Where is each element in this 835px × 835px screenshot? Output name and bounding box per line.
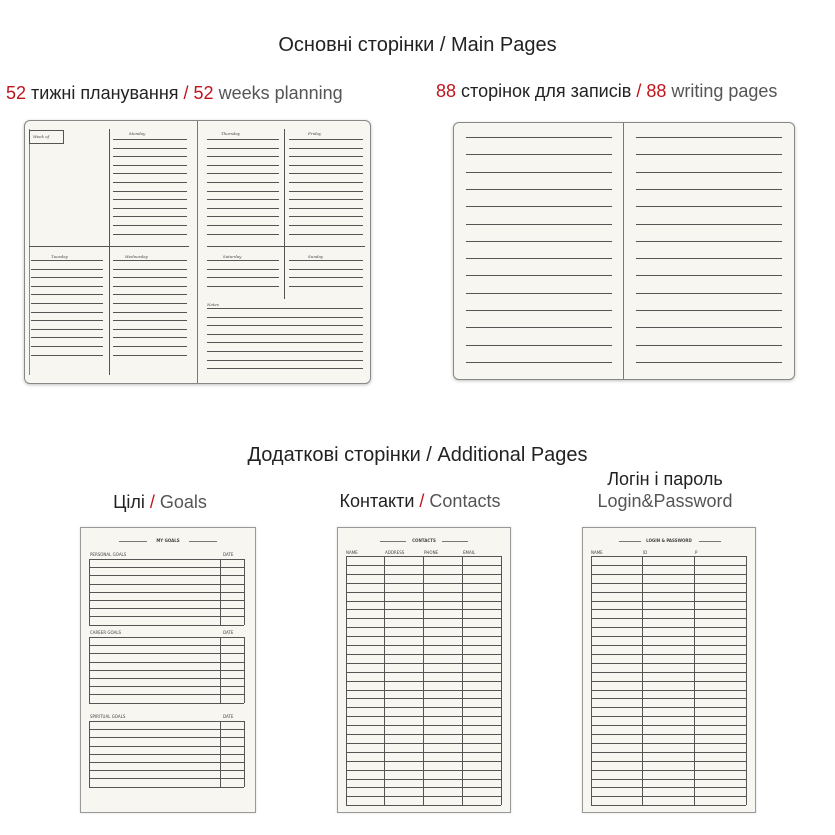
main-pages-title: Основні сторінки / Main Pages <box>278 34 557 56</box>
contacts-row-line <box>346 698 501 699</box>
ruled-line <box>31 346 103 347</box>
tuesday-label: Tuesday <box>51 254 68 259</box>
login-caption-en: Login&Password <box>597 491 733 511</box>
goal-row-line <box>89 592 244 593</box>
login-row-line <box>591 743 746 744</box>
slash: / <box>636 81 642 101</box>
contacts-row-line <box>346 663 501 664</box>
ruled-line <box>636 206 782 207</box>
ruled-line <box>207 234 279 235</box>
ruled-line <box>207 182 279 183</box>
ruled-line <box>31 286 103 287</box>
login-col-p: P <box>695 550 698 555</box>
login-row-line <box>591 654 746 655</box>
login-row-line <box>591 609 746 610</box>
contacts-row-line <box>346 779 501 780</box>
goal-grid-right <box>244 559 245 625</box>
goal-row-line <box>89 625 244 626</box>
goal-section-label: CAREER GOALS <box>90 630 122 635</box>
ruled-line <box>113 303 187 304</box>
goals-en: Goals <box>159 492 207 512</box>
goal-row-line <box>89 670 244 671</box>
contacts-row-line <box>346 654 501 655</box>
ruled-line <box>31 303 103 304</box>
contacts-row-line <box>346 618 501 619</box>
weekly-count: 52 <box>6 83 27 103</box>
goal-row-line <box>89 737 244 738</box>
title-rule-left <box>380 541 406 542</box>
goal-row-line <box>89 608 244 609</box>
ruled-line <box>207 308 363 309</box>
ruled-line <box>113 346 187 347</box>
goal-row-line <box>89 686 244 687</box>
ruled-line <box>31 294 103 295</box>
login-row-line <box>591 574 746 575</box>
goal-row-line <box>89 754 244 755</box>
slash: / <box>414 491 430 511</box>
ruled-line <box>466 293 612 294</box>
ruled-line <box>289 208 363 209</box>
ruled-line <box>636 258 782 259</box>
ruled-line <box>207 191 279 192</box>
goals-page-title: MY GOALS <box>156 538 180 543</box>
goal-row-line <box>89 584 244 585</box>
goal-row-line <box>89 645 244 646</box>
goal-row-line <box>89 600 244 601</box>
title-rule-right <box>699 541 721 542</box>
ruled-line <box>113 320 187 321</box>
ruled-line <box>466 275 612 276</box>
writing-count-en: 88 <box>641 81 667 101</box>
ruled-line <box>636 275 782 276</box>
ruled-line <box>207 199 279 200</box>
ruled-line <box>289 286 363 287</box>
ruled-line <box>113 312 187 313</box>
ruled-line <box>207 260 279 261</box>
ruled-line <box>207 325 363 326</box>
contacts-row-line <box>346 761 501 762</box>
ruled-line <box>113 277 187 278</box>
contacts-row-line <box>346 707 501 708</box>
ruled-line <box>207 360 363 361</box>
login-row-line <box>591 716 746 717</box>
right-page-mid <box>207 246 365 247</box>
ruled-line <box>289 148 363 149</box>
weekly-planning-caption <box>6 83 343 104</box>
ruled-line <box>636 362 782 363</box>
contacts-col-email: EMAIL <box>463 550 476 555</box>
ruled-line <box>466 154 612 155</box>
monday-label: Monday <box>129 131 146 136</box>
goal-row-line <box>89 653 244 654</box>
goal-row-line <box>89 559 244 560</box>
login-caption-ua: Логін і пароль <box>607 469 723 489</box>
ruled-line <box>207 148 279 149</box>
ruled-line <box>466 345 612 346</box>
ruled-line <box>289 269 363 270</box>
ruled-line <box>466 189 612 190</box>
login-row-line <box>591 796 746 797</box>
goal-row-line <box>89 678 244 679</box>
goal-row-line <box>89 616 244 617</box>
week-of-label: Week of <box>33 134 50 139</box>
login-row-line <box>591 618 746 619</box>
ruled-line <box>289 182 363 183</box>
goal-row-line <box>89 703 244 704</box>
login-row-line <box>591 583 746 584</box>
goal-row-line <box>89 567 244 568</box>
ruled-line <box>207 269 279 270</box>
writing-label-ua: сторінок для записів <box>456 81 637 101</box>
ruled-line <box>636 154 782 155</box>
goal-date-label: DATE <box>223 630 234 635</box>
login-row-line <box>591 761 746 762</box>
writing-label-en: writing pages <box>666 81 778 101</box>
contacts-row-line <box>346 743 501 744</box>
contacts-row-line <box>346 574 501 575</box>
spine <box>623 123 624 379</box>
title-rule-right <box>189 541 217 542</box>
ruled-line <box>113 173 187 174</box>
contacts-col-line <box>501 556 502 805</box>
contacts-col-address: ADDRESS <box>385 550 405 555</box>
weekly-label-en: weeks planning <box>213 83 343 103</box>
contacts-col-phone: PHONE <box>424 550 439 555</box>
login-row-line <box>591 556 746 557</box>
goal-row-line <box>89 721 244 722</box>
goal-row-line <box>89 787 244 788</box>
ruled-line <box>113 286 187 287</box>
ruled-line <box>466 224 612 225</box>
ruled-line <box>636 137 782 138</box>
ruled-line <box>636 345 782 346</box>
ruled-line <box>31 337 103 338</box>
ruled-line <box>113 355 187 356</box>
ruled-line <box>113 208 187 209</box>
ruled-line <box>289 199 363 200</box>
ruled-line <box>289 234 363 235</box>
ruled-line <box>207 208 279 209</box>
login-row-line <box>591 752 746 753</box>
ruled-line <box>207 317 363 318</box>
writing-pages-caption <box>436 81 777 102</box>
ruled-line <box>636 327 782 328</box>
login-row-line <box>591 698 746 699</box>
ruled-line <box>289 260 363 261</box>
contacts-row-line <box>346 716 501 717</box>
goals-ua: Цілі <box>113 492 145 512</box>
contacts-page <box>337 527 511 813</box>
slash: / <box>183 83 189 103</box>
login-row-line <box>591 734 746 735</box>
ruled-line <box>207 342 363 343</box>
login-row-line <box>591 636 746 637</box>
ruled-line <box>636 224 782 225</box>
login-row-line <box>591 672 746 673</box>
ruled-line <box>466 172 612 173</box>
additional-pages-title: Додаткові сторінки / Additional Pages <box>247 444 588 466</box>
ruled-line <box>113 329 187 330</box>
ruled-line <box>113 216 187 217</box>
writing-count: 88 <box>436 81 457 101</box>
right-col-divider-top <box>284 129 285 299</box>
ruled-line <box>207 351 363 352</box>
goal-row-line <box>89 575 244 576</box>
ruled-line <box>113 148 187 149</box>
ruled-line <box>466 310 612 311</box>
writing-pages-spread <box>453 122 795 380</box>
title-rule-left <box>619 541 641 542</box>
ruled-line <box>31 355 103 356</box>
ruled-line <box>207 277 279 278</box>
weekly-label-ua: тижні планування <box>26 83 184 103</box>
ruled-line <box>289 277 363 278</box>
thursday-label: Thursday <box>221 131 240 136</box>
ruled-line <box>113 139 187 140</box>
ruled-line <box>466 206 612 207</box>
contacts-caption <box>320 491 520 512</box>
ruled-line <box>466 137 612 138</box>
saturday-label: Saturday <box>223 254 242 259</box>
login-row-line <box>591 601 746 602</box>
ruled-line <box>207 216 279 217</box>
ruled-line <box>636 241 782 242</box>
login-row-line <box>591 627 746 628</box>
ruled-line <box>289 216 363 217</box>
contacts-row-line <box>346 787 501 788</box>
goal-date-label: DATE <box>223 552 234 557</box>
ruled-line <box>207 286 279 287</box>
goal-date-label: DATE <box>223 714 234 719</box>
left-page-mid <box>29 246 189 247</box>
ruled-line <box>113 156 187 157</box>
ruled-line <box>289 173 363 174</box>
login-row-line <box>591 707 746 708</box>
ruled-line <box>113 260 187 261</box>
login-row-line <box>591 681 746 682</box>
contacts-row-line <box>346 636 501 637</box>
ruled-line <box>207 139 279 140</box>
weekly-planner-spread <box>24 120 371 384</box>
contacts-row-line <box>346 645 501 646</box>
ruled-line <box>113 165 187 166</box>
ruled-line <box>466 327 612 328</box>
contacts-row-line <box>346 752 501 753</box>
goal-row-line <box>89 778 244 779</box>
contacts-row-line <box>346 565 501 566</box>
contacts-row-line <box>346 672 501 673</box>
ruled-line <box>113 199 187 200</box>
ruled-line <box>31 277 103 278</box>
ruled-line <box>289 165 363 166</box>
ruled-line <box>289 139 363 140</box>
contacts-page-title: CONTACTS <box>412 538 436 543</box>
slash: / <box>144 492 160 512</box>
goal-section-label: PERSONAL GOALS <box>90 552 127 557</box>
left-page-divider <box>109 129 110 375</box>
login-row-line <box>591 787 746 788</box>
goal-row-line <box>89 694 244 695</box>
title-rule-left <box>119 541 147 542</box>
ruled-line <box>466 258 612 259</box>
ruled-line <box>31 320 103 321</box>
ruled-line <box>207 156 279 157</box>
ruled-line <box>207 368 363 369</box>
login-row-line <box>591 805 746 806</box>
ruled-line <box>113 191 187 192</box>
ruled-line <box>113 182 187 183</box>
ruled-line <box>207 334 363 335</box>
goals-page <box>80 527 256 813</box>
contacts-row-line <box>346 725 501 726</box>
goal-section-label: SPIRITUAL GOALS <box>90 714 126 719</box>
ruled-line <box>31 269 103 270</box>
login-col-name: NAME <box>591 550 603 555</box>
ruled-line <box>636 189 782 190</box>
ruled-line <box>31 329 103 330</box>
goal-row-line <box>89 746 244 747</box>
goal-grid-right <box>244 721 245 787</box>
left-page-edge <box>29 129 30 375</box>
ruled-line <box>636 310 782 311</box>
contacts-col-name: NAME <box>346 550 358 555</box>
login-row-line <box>591 663 746 664</box>
login-page-title: LOGIN & PASSWORD <box>646 538 692 543</box>
ruled-line <box>466 241 612 242</box>
contacts-row-line <box>346 681 501 682</box>
goal-row-line <box>89 662 244 663</box>
login-col-line <box>746 556 747 805</box>
contacts-row-line <box>346 770 501 771</box>
ruled-line <box>289 191 363 192</box>
login-col-id: ID <box>643 550 648 555</box>
login-row-line <box>591 592 746 593</box>
contacts-row-line <box>346 627 501 628</box>
ruled-line <box>636 172 782 173</box>
ruled-line <box>113 225 187 226</box>
ruled-line <box>31 260 103 261</box>
spine <box>197 121 198 383</box>
weekly-count-en: 52 <box>188 83 214 103</box>
contacts-en: Contacts <box>429 491 501 511</box>
ruled-line <box>289 156 363 157</box>
contacts-row-line <box>346 609 501 610</box>
goal-row-line <box>89 729 244 730</box>
ruled-line <box>113 337 187 338</box>
ruled-line <box>466 362 612 363</box>
sunday-label: Sunday <box>308 254 324 259</box>
friday-label: Friday <box>308 131 322 136</box>
ruled-line <box>289 225 363 226</box>
goal-row-line <box>89 762 244 763</box>
contacts-ua: Контакти <box>339 491 415 511</box>
contacts-row-line <box>346 592 501 593</box>
ruled-line <box>113 294 187 295</box>
login-row-line <box>591 779 746 780</box>
ruled-line <box>636 293 782 294</box>
goal-grid-right <box>244 637 245 703</box>
contacts-row-line <box>346 796 501 797</box>
ruled-line <box>207 173 279 174</box>
ruled-line <box>113 234 187 235</box>
login-row-line <box>591 565 746 566</box>
ruled-line <box>207 225 279 226</box>
login-row-line <box>591 770 746 771</box>
contacts-row-line <box>346 805 501 806</box>
ruled-line <box>207 165 279 166</box>
login-row-line <box>591 645 746 646</box>
contacts-row-line <box>346 556 501 557</box>
ruled-line <box>31 312 103 313</box>
contacts-row-line <box>346 583 501 584</box>
goal-row-line <box>89 637 244 638</box>
goals-caption <box>0 492 320 513</box>
contacts-row-line <box>346 690 501 691</box>
contacts-row-line <box>346 601 501 602</box>
notes-label: Notes <box>207 302 219 307</box>
title-rule-right <box>442 541 468 542</box>
login-page <box>582 527 756 813</box>
login-row-line <box>591 725 746 726</box>
contacts-row-line <box>346 734 501 735</box>
ruled-line <box>113 269 187 270</box>
login-row-line <box>591 690 746 691</box>
goal-row-line <box>89 770 244 771</box>
wednesday-label: Wednesday <box>125 254 148 259</box>
